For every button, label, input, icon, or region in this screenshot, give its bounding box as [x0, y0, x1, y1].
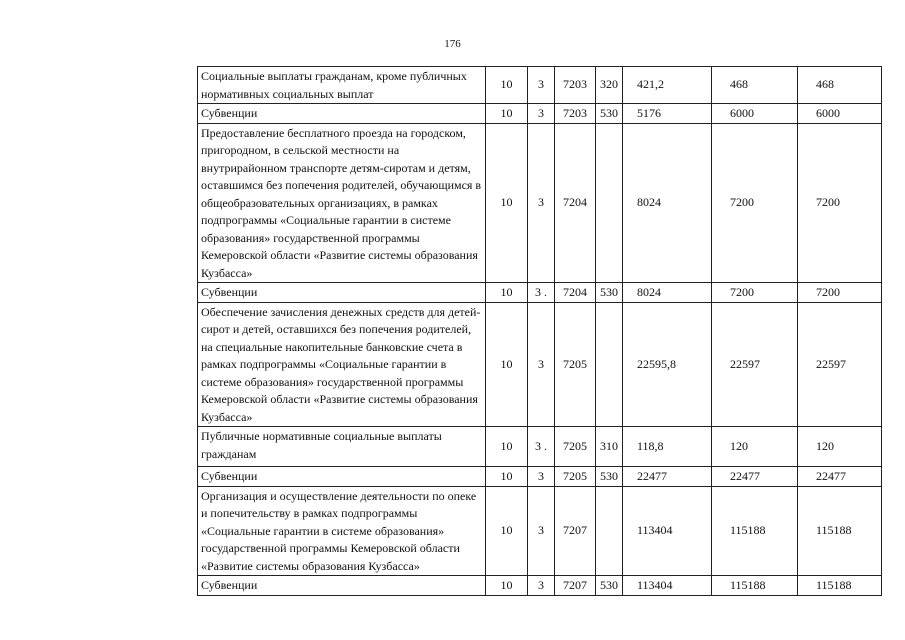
amount-year-1: 113404	[623, 576, 712, 596]
amount-year-1: 118,8	[623, 427, 712, 467]
amount-year-3: 22597	[798, 302, 882, 427]
table-row	[198, 467, 882, 487]
page-number: 176	[444, 38, 461, 50]
expense-code	[596, 123, 623, 283]
target-code: 7207	[555, 486, 596, 576]
subsection-code: 3	[528, 302, 555, 427]
subsection-code: 3	[528, 467, 555, 487]
row-name: Обеспечение зачисления денежных средств для детей-сирот и детей, оставшихся без попечения родителей, на специальные накопительные банковские счета в рамках подпрограммы «Социальные гарантии в системе образования» государственной программы Кемеровской области «Развитие системы образования Кузбасса»	[198, 302, 486, 427]
table-row	[198, 302, 882, 427]
section-code: 10	[486, 302, 528, 427]
subsection-code: 3	[528, 576, 555, 596]
table-row	[198, 67, 882, 104]
amount-year-1: 113404	[623, 486, 712, 576]
row-name: Предоставление бесплатного проезда на городском, пригородном, в сельской местности на внутрирайонном транспорте детям-сиротам и детям, оставшимся без попечения родителей, обучающимся в общеобразовательных организациях, в рамках подпрограммы «Социальные гарантии в системе образования» государственной программы Кемеровской области «Развитие системы образования Кузбасса»	[198, 123, 486, 283]
amount-year-3: 120	[798, 427, 882, 467]
table-row	[198, 104, 882, 124]
target-code: 7203	[555, 104, 596, 124]
amount-year-2: 22597	[712, 302, 798, 427]
amount-year-3: 6000	[798, 104, 882, 124]
target-code: 7204	[555, 283, 596, 303]
expense-code: 320	[596, 67, 623, 104]
section-code: 10	[486, 467, 528, 487]
row-name: Субвенции	[198, 467, 486, 487]
row-name: Субвенции	[198, 576, 486, 596]
target-code: 7203	[555, 67, 596, 104]
row-name: Субвенции	[198, 104, 486, 124]
expense-code: 530	[596, 104, 623, 124]
amount-year-3: 115188	[798, 576, 882, 596]
amount-year-3: 22477	[798, 467, 882, 487]
section-code: 10	[486, 576, 528, 596]
table-row	[198, 427, 882, 467]
target-code: 7205	[555, 467, 596, 487]
table-row	[198, 576, 882, 596]
budget-table	[197, 66, 882, 596]
amount-year-2: 7200	[712, 283, 798, 303]
target-code: 7204	[555, 123, 596, 283]
row-name: Организация и осуществление деятельности по опеке и попечительству в рамках подпрограммы «Социальные гарантии в системе образования» государственной программы Кемеровской области «Развитие системы образования Кузбасса»	[198, 486, 486, 576]
amount-year-2: 468	[712, 67, 798, 104]
expense-code	[596, 486, 623, 576]
expense-code: 310	[596, 427, 623, 467]
amount-year-3: 7200	[798, 123, 882, 283]
amount-year-3: 468	[798, 67, 882, 104]
row-name: Субвенции	[198, 283, 486, 303]
amount-year-1: 8024	[623, 283, 712, 303]
row-name: Социальные выплаты гражданам, кроме публичных нормативных социальных выплат	[198, 67, 486, 104]
section-code: 10	[486, 486, 528, 576]
amount-year-1: 421,2	[623, 67, 712, 104]
subsection-code: 3	[528, 67, 555, 104]
amount-year-1: 5176	[623, 104, 712, 124]
expense-code: 530	[596, 576, 623, 596]
amount-year-1: 8024	[623, 123, 712, 283]
subsection-code: 3	[528, 486, 555, 576]
expense-code	[596, 302, 623, 427]
expense-code: 530	[596, 467, 623, 487]
amount-year-3: 115188	[798, 486, 882, 576]
subsection-code: 3	[528, 104, 555, 124]
amount-year-2: 115188	[712, 576, 798, 596]
amount-year-1: 22595,8	[623, 302, 712, 427]
row-name: Публичные нормативные социальные выплаты гражданам	[198, 427, 486, 467]
amount-year-3: 7200	[798, 283, 882, 303]
subsection-code: 3 .	[528, 427, 555, 467]
amount-year-1: 22477	[623, 467, 712, 487]
section-code: 10	[486, 67, 528, 104]
amount-year-2: 120	[712, 427, 798, 467]
target-code: 7205	[555, 427, 596, 467]
amount-year-2: 115188	[712, 486, 798, 576]
section-code: 10	[486, 104, 528, 124]
table-row	[198, 283, 882, 303]
amount-year-2: 7200	[712, 123, 798, 283]
subsection-code: 3 .	[528, 283, 555, 303]
table-row	[198, 123, 882, 283]
section-code: 10	[486, 123, 528, 283]
target-code: 7205	[555, 302, 596, 427]
expense-code: 530	[596, 283, 623, 303]
amount-year-2: 6000	[712, 104, 798, 124]
subsection-code: 3	[528, 123, 555, 283]
section-code: 10	[486, 283, 528, 303]
amount-year-2: 22477	[712, 467, 798, 487]
table-row	[198, 486, 882, 576]
target-code: 7207	[555, 576, 596, 596]
section-code: 10	[486, 427, 528, 467]
